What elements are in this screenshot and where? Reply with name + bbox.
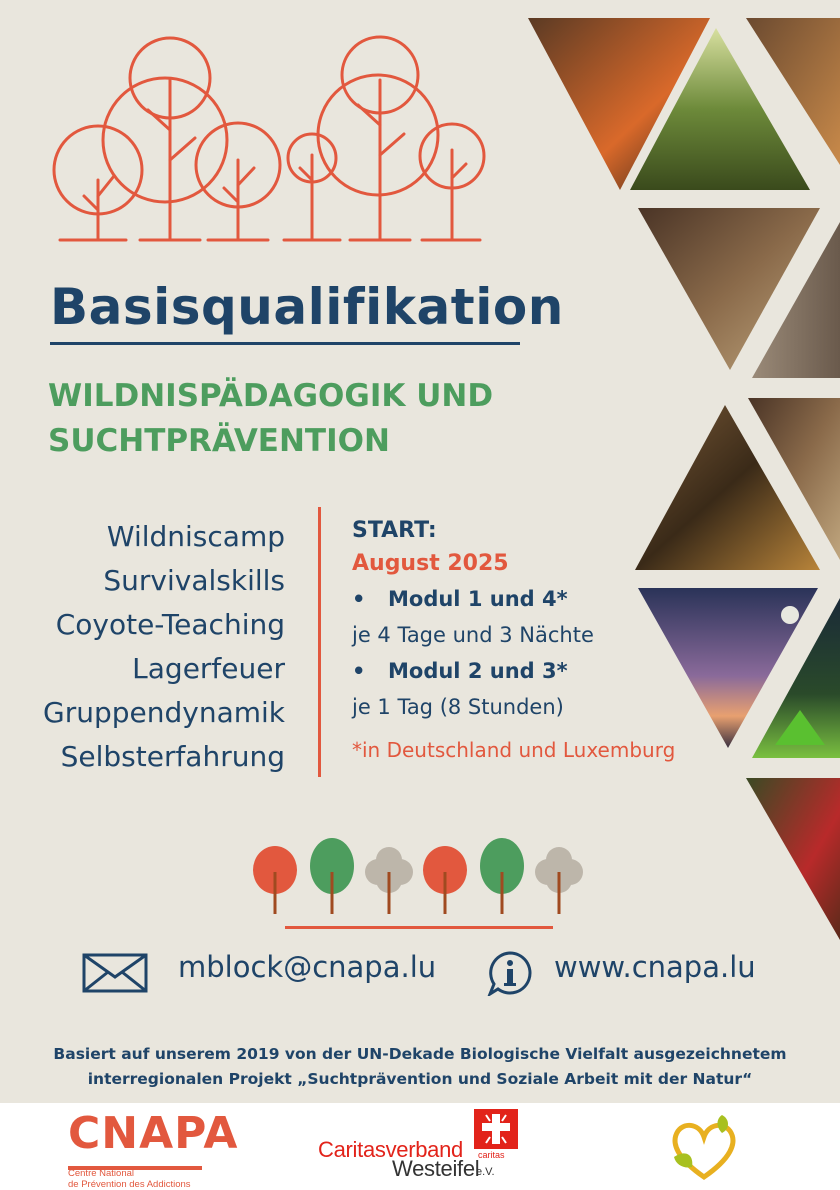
subtitle-line-2: SUCHTPRÄVENTION bbox=[48, 423, 390, 459]
module-1-label: Modul 1 und 4* bbox=[388, 587, 568, 611]
caritas-logo-ev: e.V. bbox=[476, 1166, 495, 1178]
feature-item: Lagerfeuer bbox=[132, 652, 285, 685]
heart-leaf-logo-icon bbox=[664, 1109, 744, 1185]
location-note: *in Deutschland und Luxemburg bbox=[352, 738, 676, 762]
tree-green-icon bbox=[480, 838, 524, 914]
feature-item: Gruppendynamik bbox=[43, 696, 285, 729]
info-icon bbox=[486, 950, 534, 996]
schedule-info bbox=[352, 515, 752, 767]
feature-item: Coyote-Teaching bbox=[55, 608, 285, 641]
contact-divider bbox=[285, 926, 553, 929]
cnapa-subtitle bbox=[68, 1168, 191, 1190]
credit-line-1: Basiert auf unserem 2019 von der UN-Dekade Biologische Vielfalt ausgezeichnetem bbox=[53, 1045, 787, 1063]
award-credit bbox=[0, 1042, 840, 1092]
bullet: • bbox=[352, 659, 366, 683]
start-label: START: bbox=[352, 518, 437, 543]
subtitle bbox=[48, 374, 493, 464]
module-1-detail: je 4 Tage und 3 Nächte bbox=[352, 623, 594, 647]
module-2-heading bbox=[352, 653, 752, 689]
caritas-cross-icon bbox=[474, 1109, 518, 1149]
start-date: August 2025 bbox=[352, 551, 509, 576]
cnapa-logo: CNAPA bbox=[68, 1108, 239, 1159]
cnapa-subtitle-line-1: Centre National bbox=[68, 1168, 135, 1179]
subtitle-line-1: WILDNISPÄDAGOGIK UND bbox=[48, 378, 494, 414]
feature-item: Survivalskills bbox=[103, 564, 285, 597]
module-1-heading bbox=[352, 581, 752, 617]
tree-orange-icon bbox=[423, 846, 467, 914]
envelope-icon bbox=[82, 953, 148, 993]
module-2-detail: je 1 Tag (8 Stunden) bbox=[352, 695, 564, 719]
caritas-logo-region: Westeifel bbox=[392, 1156, 480, 1181]
website-link[interactable]: www.cnapa.lu bbox=[554, 950, 756, 984]
caritas-logo-name: Caritasverband bbox=[318, 1137, 463, 1162]
title-underline bbox=[50, 342, 520, 345]
tree-grey-icon bbox=[535, 847, 583, 914]
small-trees-decoration bbox=[248, 832, 618, 922]
divider bbox=[318, 507, 321, 777]
credit-line-2: interregionalen Projekt „Suchtprävention und Soziale Arbeit mit der Natur“ bbox=[87, 1070, 753, 1088]
cnapa-subtitle-line-2: de Prévention des Addictions bbox=[68, 1179, 191, 1190]
feature-list bbox=[20, 515, 285, 779]
tree-green-icon bbox=[310, 838, 354, 914]
tree-grey-icon bbox=[365, 847, 413, 914]
module-2-label: Modul 2 und 3* bbox=[388, 659, 568, 683]
photo-mosaic bbox=[520, 0, 840, 940]
page-title: Basisqualifikation bbox=[50, 278, 564, 336]
tree-orange-icon bbox=[253, 846, 297, 914]
bullet: • bbox=[352, 587, 366, 611]
email-link[interactable]: mblock@cnapa.lu bbox=[178, 950, 437, 984]
tree-illustration bbox=[40, 20, 500, 245]
feature-item: Wildniscamp bbox=[106, 520, 285, 553]
feature-item: Selbsterfahrung bbox=[60, 740, 285, 773]
caritas-small-label: caritas bbox=[478, 1150, 505, 1160]
